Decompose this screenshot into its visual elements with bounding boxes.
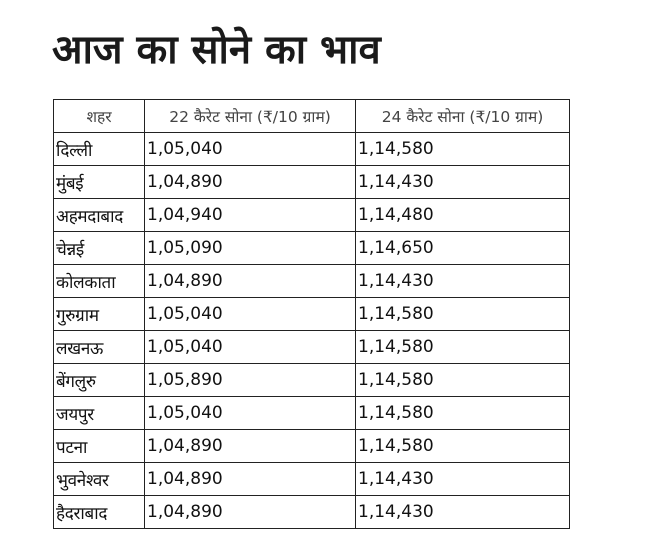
price-22k-cell: 1,05,040 [145, 397, 356, 430]
price-22k-cell: 1,05,040 [145, 133, 356, 166]
price-24k-cell: 1,14,580 [356, 430, 570, 463]
city-cell: चेन्नई [54, 232, 145, 265]
table-row [54, 463, 570, 496]
table-row [54, 430, 570, 463]
price-22k-cell: 1,04,890 [145, 463, 356, 496]
table-row [54, 265, 570, 298]
price-24k-cell: 1,14,580 [356, 331, 570, 364]
city-cell: अहमदाबाद [54, 199, 145, 232]
page-title: आज का सोने का भाव [52, 27, 381, 73]
table-row [54, 199, 570, 232]
table-row [54, 364, 570, 397]
price-22k-cell: 1,05,040 [145, 331, 356, 364]
city-cell: मुंबई [54, 166, 145, 199]
city-cell: जयपुर [54, 397, 145, 430]
table-row [54, 133, 570, 166]
column-header-22k: 22 कैरेट सोना (₹/10 ग्राम) [145, 100, 356, 133]
gold-rates-table [53, 99, 570, 529]
table-row [54, 397, 570, 430]
price-24k-cell: 1,14,430 [356, 265, 570, 298]
table-row [54, 298, 570, 331]
price-24k-cell: 1,14,430 [356, 496, 570, 529]
price-24k-cell: 1,14,580 [356, 397, 570, 430]
price-22k-cell: 1,05,040 [145, 298, 356, 331]
column-header-24k: 24 कैरेट सोना (₹/10 ग्राम) [356, 100, 570, 133]
city-cell: भुवनेश्वर [54, 463, 145, 496]
table-row [54, 232, 570, 265]
price-24k-cell: 1,14,580 [356, 364, 570, 397]
price-24k-cell: 1,14,430 [356, 166, 570, 199]
city-cell: पटना [54, 430, 145, 463]
column-header-city: शहर [54, 100, 145, 133]
price-24k-cell: 1,14,650 [356, 232, 570, 265]
price-24k-cell: 1,14,480 [356, 199, 570, 232]
price-22k-cell: 1,04,940 [145, 199, 356, 232]
city-cell: बेंगलुरु [54, 364, 145, 397]
price-24k-cell: 1,14,580 [356, 298, 570, 331]
price-22k-cell: 1,04,890 [145, 430, 356, 463]
city-cell: गुरुग्राम [54, 298, 145, 331]
city-cell: हैदराबाद [54, 496, 145, 529]
table-header-row [54, 100, 570, 133]
city-cell: कोलकाता [54, 265, 145, 298]
price-22k-cell: 1,04,890 [145, 166, 356, 199]
price-22k-cell: 1,04,890 [145, 265, 356, 298]
table-row [54, 496, 570, 529]
city-cell: लखनऊ [54, 331, 145, 364]
price-24k-cell: 1,14,580 [356, 133, 570, 166]
price-22k-cell: 1,05,090 [145, 232, 356, 265]
price-22k-cell: 1,05,890 [145, 364, 356, 397]
table-row [54, 166, 570, 199]
price-24k-cell: 1,14,430 [356, 463, 570, 496]
table-row [54, 331, 570, 364]
price-22k-cell: 1,04,890 [145, 496, 356, 529]
city-cell: दिल्ली [54, 133, 145, 166]
